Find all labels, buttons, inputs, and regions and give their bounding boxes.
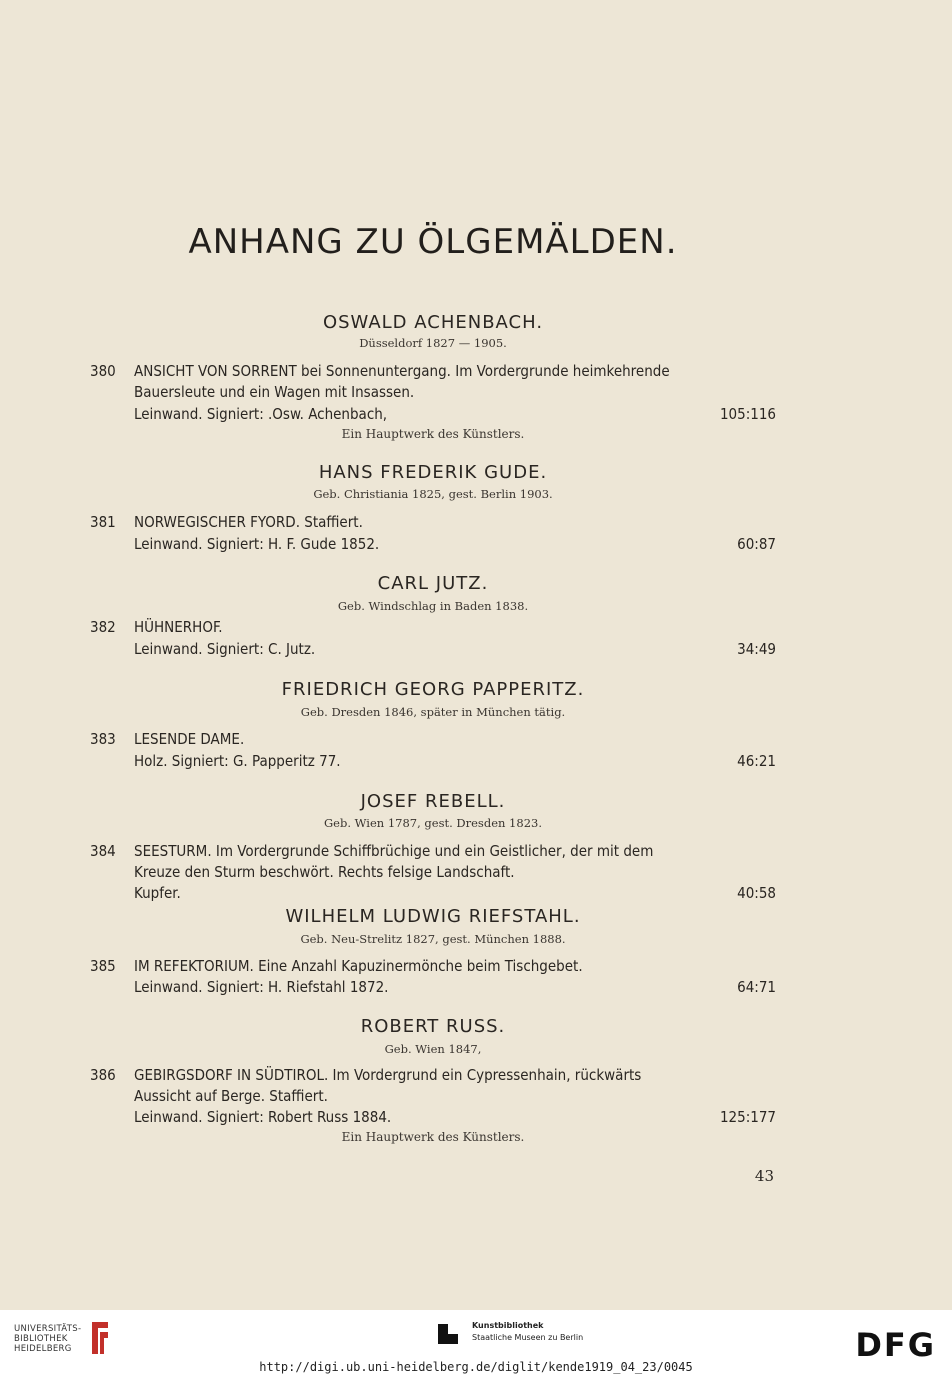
ub-mark-icon xyxy=(86,1318,114,1358)
lot-number: 383 xyxy=(90,730,116,748)
permalink-url[interactable]: http://digi.ub.uni-heidelberg.de/diglit/kende1919_04_23/0045 xyxy=(259,1360,693,1374)
entry-text: Kreuze den Sturm beschwört. Rechts felsige Landschaft. xyxy=(134,863,515,881)
artist-bio: Geb. Neu-Strelitz 1827, gest. München 1888. xyxy=(300,932,566,946)
dimensions: 105:116 xyxy=(719,405,776,423)
entry-text: Leinwand. Signiert: C. Jutz. xyxy=(134,640,316,658)
dimensions: 34:49 xyxy=(737,640,776,658)
entry-text: Leinwand. Signiert: Robert Russ 1884. xyxy=(134,1108,392,1126)
dfg-logo[interactable]: DFG xyxy=(855,1326,936,1364)
dimensions: 125:177 xyxy=(719,1108,776,1126)
entry-text: Leinwand. Signiert: H. F. Gude 1852. xyxy=(134,535,380,553)
entry-note: Ein Hauptwerk des Künstlers. xyxy=(341,1130,525,1144)
lot-number: 386 xyxy=(90,1066,116,1084)
artist-bio: Geb. Wien 1787, gest. Dresden 1823. xyxy=(324,816,542,830)
artist-name: WILHELM LUDWIG RIEFSTAHL. xyxy=(285,906,581,927)
lot-number: 384 xyxy=(90,842,116,860)
ub-logo-line: UNIVERSITÄTS- xyxy=(14,1324,82,1334)
dimensions: 46:21 xyxy=(737,752,776,770)
artist-name: CARL JUTZ. xyxy=(377,573,489,594)
artist-bio: Geb. Windschlag in Baden 1838. xyxy=(337,599,529,613)
entry-text: Leinwand. Signiert: H. Riefstahl 1872. xyxy=(134,978,389,996)
kunstbibliothek-logo[interactable] xyxy=(472,1320,583,1344)
ub-logo-line: BIBLIOTHEK xyxy=(14,1334,68,1344)
entry-text: GEBIRGSDORF IN SÜDTIROL. Im Vordergrund ein Cypressenhain, rückwärts xyxy=(134,1066,642,1084)
artist-name: OSWALD ACHENBACH. xyxy=(322,312,544,333)
entry-text: LESENDE DAME. xyxy=(134,730,245,748)
kb-subtitle: Staatliche Museen zu Berlin xyxy=(472,1333,584,1342)
viewer-footer xyxy=(0,1310,952,1378)
dimensions: 64:71 xyxy=(737,978,776,996)
artist-name: HANS FREDERIK GUDE. xyxy=(318,462,548,483)
page-title: ANHANG ZU ÖLGEMÄLDEN. xyxy=(188,222,678,262)
entry-text: Holz. Signiert: G. Papperitz 77. xyxy=(134,752,341,770)
page-number: 43 xyxy=(754,1167,774,1185)
entry-text: Kupfer. xyxy=(134,884,181,902)
dimensions: 60:87 xyxy=(737,535,776,553)
entry-text: Bauersleute und ein Wagen mit Insassen. xyxy=(134,383,415,401)
lot-number: 381 xyxy=(90,513,116,531)
kb-title: Kunstbibliothek xyxy=(472,1321,544,1330)
kunstbibliothek-icon xyxy=(438,1324,458,1344)
ub-logo-line: HEIDELBERG xyxy=(14,1344,72,1354)
lot-number: 380 xyxy=(90,362,116,380)
entry-text: Aussicht auf Berge. Staffiert. xyxy=(134,1087,328,1105)
entry-text: NORWEGISCHER FYORD. Staffiert. xyxy=(134,513,363,531)
artist-name: ROBERT RUSS. xyxy=(360,1016,506,1037)
ub-heidelberg-logo[interactable] xyxy=(14,1324,81,1354)
lot-number: 382 xyxy=(90,618,116,636)
artist-bio: Geb. Dresden 1846, später in München tätig. xyxy=(300,705,566,719)
artist-bio: Geb. Wien 1847, xyxy=(384,1042,482,1056)
dimensions: 40:58 xyxy=(737,884,776,902)
lot-number: 385 xyxy=(90,957,116,975)
artist-name: JOSEF REBELL. xyxy=(360,791,506,812)
artist-bio: Geb. Christiania 1825, gest. Berlin 1903. xyxy=(313,487,553,501)
artist-bio: Düsseldorf 1827 — 1905. xyxy=(359,336,507,350)
artist-name: FRIEDRICH GEORG PAPPERITZ. xyxy=(281,679,585,700)
entry-text: HÜHNERHOF. xyxy=(134,618,223,636)
entry-text: IM REFEKTORIUM. Eine Anzahl Kapuzinermönche beim Tischgebet. xyxy=(134,957,583,975)
entry-note: Ein Hauptwerk des Künstlers. xyxy=(341,427,525,441)
entry-text: SEESTURM. Im Vordergrunde Schiffbrüchige und ein Geistlicher, der mit dem xyxy=(134,842,654,860)
entry-text: Leinwand. Signiert: .Osw. Achenbach, xyxy=(134,405,388,423)
entry-text: ANSICHT VON SORRENT bei Sonnenuntergang. Im Vordergrunde heimkehrende xyxy=(134,362,670,380)
